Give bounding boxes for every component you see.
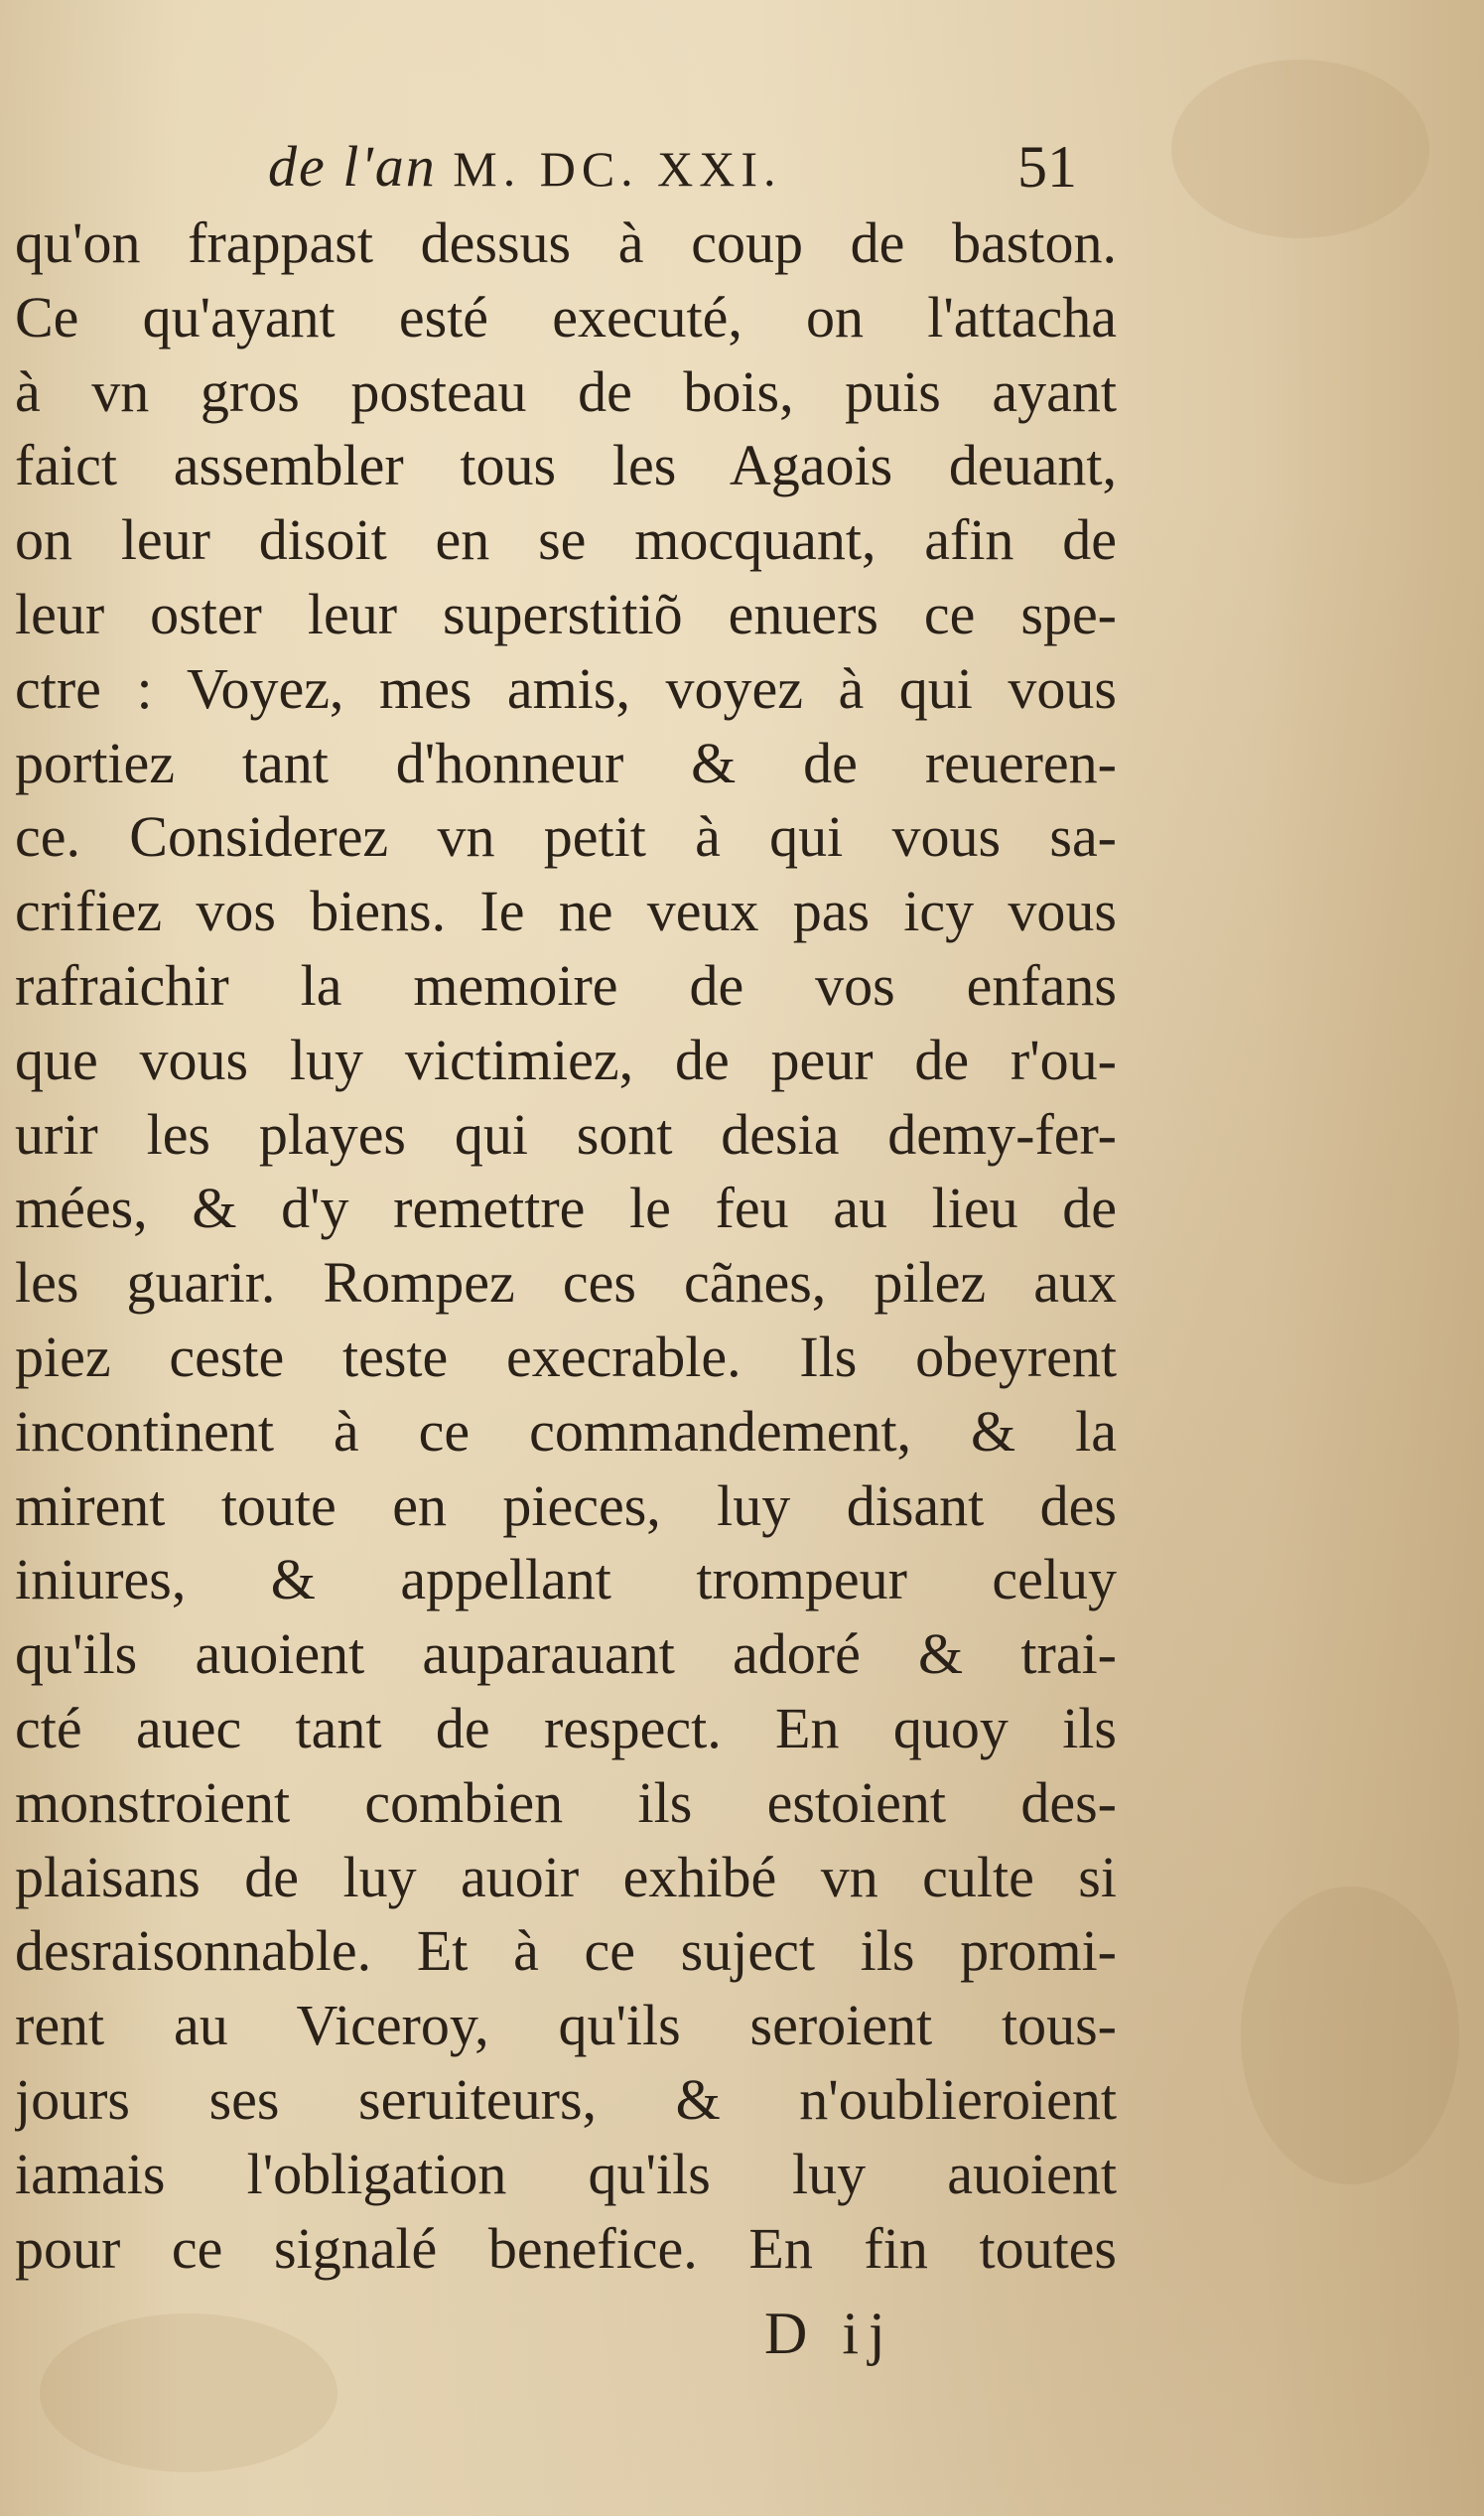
text-line: cté auec tant de respect. En quoy ils — [15, 1695, 1117, 1760]
text-line: que vous luy victimiez, de peur de r'ou- — [15, 1027, 1117, 1092]
text-line: mées, & d'y remettre le feu au lieu de — [15, 1176, 1117, 1241]
text-line: à vn gros posteau de bois, puis ayant — [15, 358, 1117, 424]
text-line: monstroient combien ils estoient des- — [15, 1769, 1117, 1835]
text-line: jours ses seruiteurs, & n'oublieroient — [15, 2066, 1117, 2132]
text-line: piez ceste teste execrable. Ils obeyrent — [15, 1324, 1117, 1389]
text-line: ce. Considerez vn petit à qui vous sa- — [15, 804, 1117, 870]
text-line: iamais l'obligation qu'ils luy auoient — [15, 2141, 1117, 2206]
text-line: iniures, & appellant trompeur celuy — [15, 1547, 1117, 1612]
text-line: qu'on frappast dessus à coup de baston. — [15, 210, 1117, 275]
paper-stain — [40, 2313, 337, 2472]
text-line: portiez tant d'honneur & de reueren- — [15, 730, 1117, 795]
running-head-prefix: de l'an — [268, 134, 437, 199]
text-line: Ce qu'ayant esté executé, on l'attacha — [15, 284, 1117, 349]
text-line: desraisonnable. Et à ce suject ils promi- — [15, 1918, 1117, 1984]
text-line: faict assembler tous les Agaois deuant, — [15, 433, 1117, 498]
running-head-year: M. DC. XXI. — [453, 141, 782, 197]
page-number: 51 — [1017, 134, 1077, 200]
text-line: rafraichir la memoire de vos enfans — [15, 952, 1117, 1018]
text-line: urir les playes qui sont desia demy-fer- — [15, 1101, 1117, 1167]
text-line: on leur disoit en se mocquant, afin de — [15, 507, 1117, 573]
text-line: qu'ils auoient auparauant adoré & trai- — [15, 1621, 1117, 1687]
text-line: plaisans de luy auoir exhibé vn culte si — [15, 1844, 1117, 1909]
text-line: incontinent à ce commandement, & la — [15, 1398, 1117, 1464]
running-head-title — [268, 127, 782, 209]
text-line: les guarir. Rompez ces cãnes, pilez aux — [15, 1250, 1117, 1316]
text-line: leur oster leur superstitiõ enuers ce spe- — [15, 581, 1117, 646]
text-line: pour ce signalé benefice. En fin toutes — [15, 2215, 1117, 2281]
paper-stain — [1241, 1887, 1459, 2184]
text-line: rent au Viceroy, qu'ils seroient tous- — [15, 1993, 1117, 2058]
body-text — [15, 207, 1117, 2286]
text-line: crifiez vos biens. Ie ne veux pas icy vous — [15, 879, 1117, 944]
text-line: mirent toute en pieces, luy disant des — [15, 1472, 1117, 1538]
text-line: ctre : Voyez, mes amis, voyez à qui vous — [15, 655, 1117, 721]
signature-mark: D ij — [764, 2301, 895, 2366]
running-head — [0, 127, 1484, 207]
